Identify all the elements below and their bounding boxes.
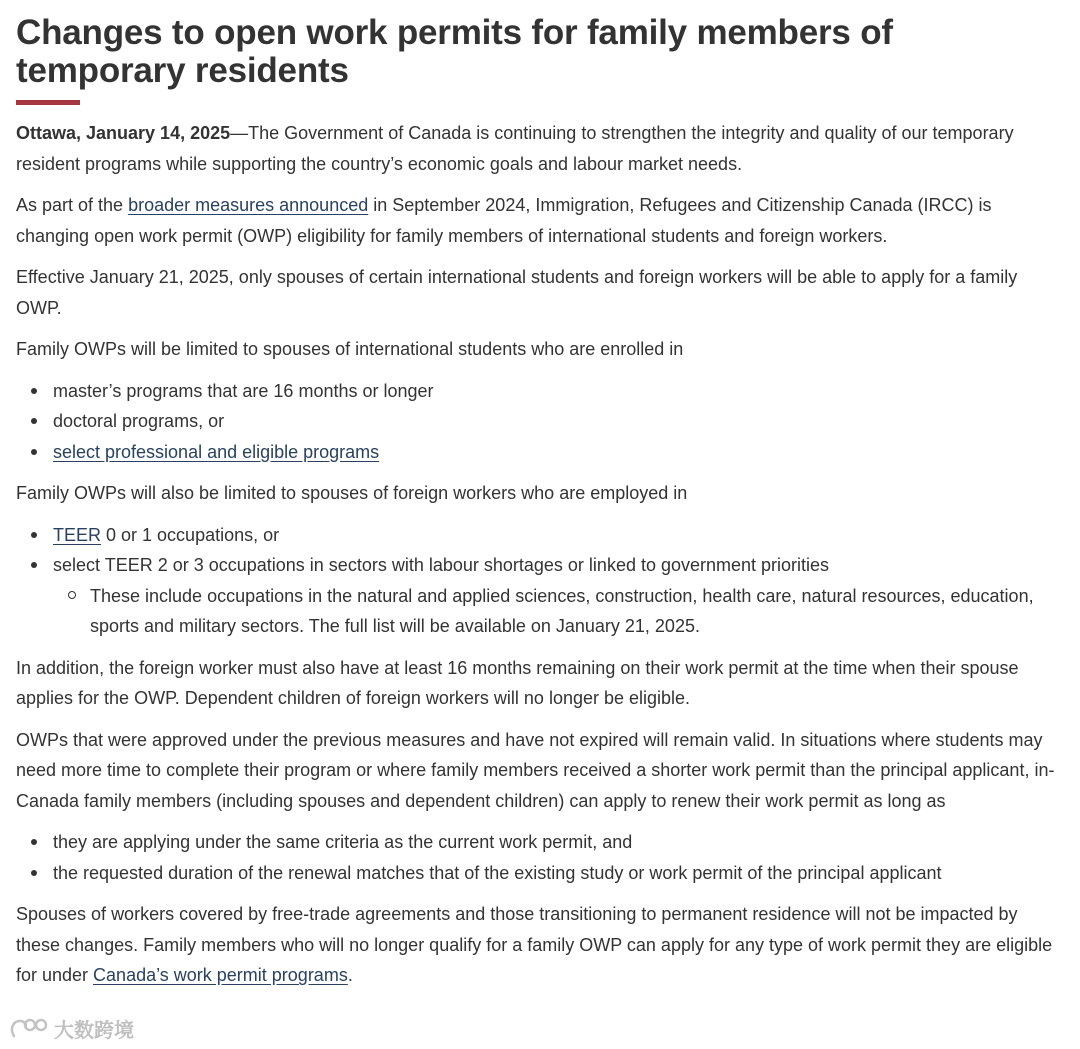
text-segment: select TEER 2 or 3 occupations in sectors with labour shortages or linked to government priorities (53, 555, 830, 575)
paragraph-intro (16, 118, 1064, 179)
list-item: master’s programs that are 16 months or longer (53, 376, 1064, 407)
logo-icon (8, 1016, 48, 1042)
text-segment: Spouses of workers covered by free-trade agreements and those transitioning to permanent residence will not be impacted by these changes. Family members who will no longer qualify for a family OWP can apply for any type of work permit they are eligible for under (16, 904, 1053, 985)
list-item (53, 550, 1064, 642)
paragraph-effective-date: Effective January 21, 2025, only spouses of certain international students and foreign workers will be able to apply for a family OWP. (16, 267, 1018, 318)
dateline: Ottawa, January 14, 2025 (16, 123, 231, 143)
list-item (53, 520, 1064, 551)
renewal-list (16, 827, 1064, 888)
professional-programs-link[interactable]: select professional and eligible programs (53, 441, 380, 462)
page-title: Changes to open work permits for family members of temporary residents (16, 13, 893, 90)
text-segment: . (347, 965, 353, 985)
paragraph-renewal: OWPs that were approved under the previous measures and have not expired will remain valid. In situations where students may need more time to complete their program or where family members received a shorter work permit than the principal applicant, in-Canada family members (including spouses and dependent children) can apply to renew their work permit as long as (16, 729, 1055, 811)
paragraph-students-intro: Family OWPs will be limited to spouses of international students who are enrolled in (16, 339, 684, 359)
sub-list-item: These include occupations in the natural and applied sciences, construction, health care, natural resources, education, sports and military sectors. The full list will be available on January 21, 2025. (90, 581, 1064, 642)
list-item: doctoral programs, or (53, 406, 1064, 437)
students-list (16, 376, 1064, 468)
title-underline (16, 100, 80, 105)
paragraph-broader-measures (16, 190, 1064, 251)
paragraph-exemptions (16, 899, 1064, 991)
text-segment: 0 or 1 occupations, or (101, 524, 280, 545)
list-item: they are applying under the same criteria as the current work permit, and (53, 827, 1064, 858)
list-item: the requested duration of the renewal matches that of the existing study or work permit of the principal applicant (53, 858, 1064, 889)
watermark-text: 大数跨境 (54, 1020, 134, 1042)
text-segment: in September 2024, Immigration, Refugees and Citizenship Canada (IRCC) is changing open work permit (OWP) eligibility for family members of international students and foreign workers. (16, 195, 992, 246)
text-segment: As part of the (16, 195, 129, 215)
paragraph-workers-intro: Family OWPs will also be limited to spouses of foreign workers who are employed in (16, 483, 688, 503)
teer-link[interactable]: TEER (53, 524, 102, 545)
workers-sublist (53, 581, 1064, 642)
list-item (53, 437, 1064, 468)
paragraph-remaining-months: In addition, the foreign worker must also have at least 16 months remaining on their work permit at the time when their spouse applies for the OWP. Dependent children of foreign workers will no longer be eligible. (16, 657, 1019, 708)
intro-text: —The Government of Canada is continuing to strengthen the integrity and quality of our temporary resident programs while supporting the country’s economic goals and labour market needs. (16, 123, 1014, 174)
workers-list (16, 520, 1064, 642)
work-permit-programs-link[interactable]: Canada’s work permit programs (93, 965, 348, 985)
broader-measures-link[interactable]: broader measures announced (128, 195, 369, 215)
watermark (8, 1014, 134, 1043)
